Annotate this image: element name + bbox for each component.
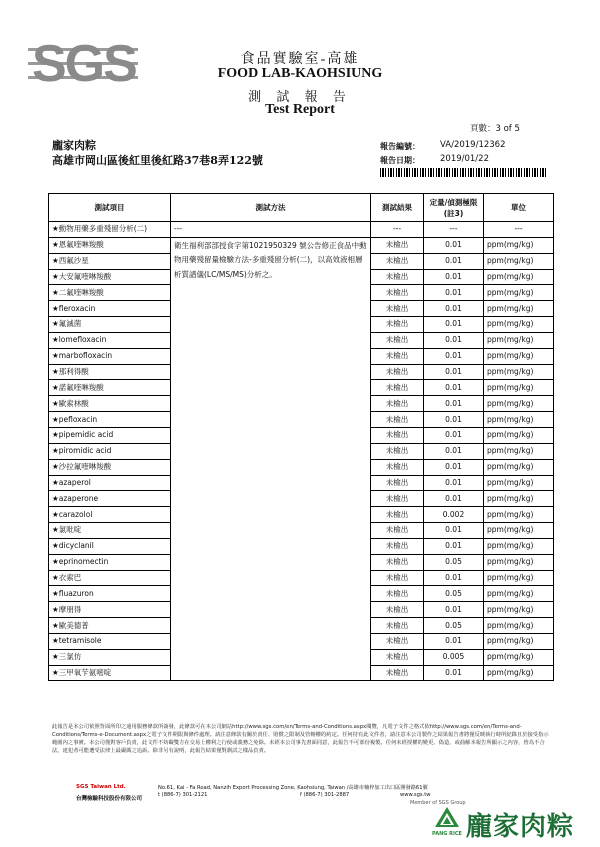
- report-date-label: 報告日期：: [380, 156, 420, 165]
- section-unit: ---: [484, 222, 554, 238]
- loq-cell: 0.05: [424, 618, 484, 634]
- brand-watermark: [432, 806, 592, 840]
- loq-cell: 0.01: [424, 301, 484, 317]
- table-row: [49, 507, 554, 523]
- loq-cell: 0.01: [424, 602, 484, 618]
- loq-cell: 0.01: [424, 633, 484, 649]
- result-cell: 未檢出: [371, 380, 424, 396]
- result-cell: 未檢出: [371, 491, 424, 507]
- method-cell-empty: [171, 586, 371, 602]
- result-cell: 未檢出: [371, 538, 424, 554]
- method-cell-empty: [171, 475, 371, 491]
- result-cell: 未檢出: [371, 317, 424, 333]
- loq-cell: 0.01: [424, 396, 484, 412]
- method-cell-empty: [171, 427, 371, 443]
- header-loq: 定量/偵測極限(註3): [424, 194, 484, 222]
- result-cell: 未檢出: [371, 269, 424, 285]
- method-cell-empty: [171, 618, 371, 634]
- table-row: [49, 237, 554, 253]
- unit-cell: ppm(mg/kg): [484, 364, 554, 380]
- unit-cell: ppm(mg/kg): [484, 602, 554, 618]
- table-row: [49, 491, 554, 507]
- item-cell: ★pefloxacin: [49, 412, 171, 428]
- method-cell-empty: [171, 633, 371, 649]
- section-row: [49, 222, 554, 238]
- result-cell: 未檢出: [371, 427, 424, 443]
- unit-cell: ppm(mg/kg): [484, 412, 554, 428]
- loq-cell: 0.01: [424, 538, 484, 554]
- item-cell: ★fleroxacin: [49, 301, 171, 317]
- unit-cell: ppm(mg/kg): [484, 475, 554, 491]
- result-cell: 未檢出: [371, 301, 424, 317]
- loq-cell: 0.01: [424, 491, 484, 507]
- result-cell: 未檢出: [371, 633, 424, 649]
- loq-cell: 0.01: [424, 285, 484, 301]
- result-cell: 未檢出: [371, 364, 424, 380]
- lab-title-cn: 食品實驗室-高雄: [240, 52, 360, 67]
- table-row: [49, 633, 554, 649]
- table-row: [49, 301, 554, 317]
- report-number-label: 報告編號：: [380, 142, 420, 151]
- loq-cell: 0.01: [424, 443, 484, 459]
- loq-cell: 0.01: [424, 317, 484, 333]
- loq-cell: 0.005: [424, 649, 484, 665]
- unit-cell: ppm(mg/kg): [484, 396, 554, 412]
- method-cell-empty: [171, 348, 371, 364]
- item-cell: ★carazolol: [49, 507, 171, 523]
- table-row: [49, 317, 554, 333]
- item-cell: ★marbofloxacin: [49, 348, 171, 364]
- unit-cell: ppm(mg/kg): [484, 269, 554, 285]
- unit-cell: ppm(mg/kg): [484, 237, 554, 253]
- result-cell: 未檢出: [371, 649, 424, 665]
- table-row: [49, 554, 554, 570]
- item-cell: ★西氟沙星: [49, 253, 171, 269]
- method-cell-empty: [171, 602, 371, 618]
- barcode: [380, 168, 548, 177]
- unit-cell: ppm(mg/kg): [484, 554, 554, 570]
- item-cell: ★歐美德普: [49, 618, 171, 634]
- method-cell-empty: [171, 459, 371, 475]
- report-date-value: 2019/01/22: [440, 154, 489, 164]
- unit-cell: ppm(mg/kg): [484, 443, 554, 459]
- item-cell: ★azaperol: [49, 475, 171, 491]
- loq-cell: 0.01: [424, 332, 484, 348]
- loq-cell: 0.01: [424, 237, 484, 253]
- loq-cell: 0.01: [424, 475, 484, 491]
- method-cell-empty: [171, 491, 371, 507]
- table-row: [49, 332, 554, 348]
- method-cell-empty: [171, 364, 371, 380]
- item-cell: ★pipemidic acid: [49, 427, 171, 443]
- result-cell: 未檢出: [371, 507, 424, 523]
- unit-cell: ppm(mg/kg): [484, 285, 554, 301]
- loq-cell: 0.01: [424, 253, 484, 269]
- footer-company-cn: 台灣檢驗科技股份有限公司: [76, 796, 143, 802]
- item-cell: ★piromidic acid: [49, 443, 171, 459]
- footer-member: Member of SGS Group: [410, 800, 466, 806]
- header-unit: 單位: [484, 194, 554, 222]
- method-cell-empty: [171, 523, 371, 539]
- unit-cell: ppm(mg/kg): [484, 618, 554, 634]
- lab-title-en: FOOD LAB-KAOHSIUNG: [217, 66, 383, 81]
- disclaimer-text: 此報告是本公司依照背面所印之通用服務條款所簽發，此條款可在本公司網站http://www.sgs.com/en/Terms-and-Conditions.aspx閱覽，凡電子文件之格式依http://www.sgs.com/en/Terms-and-Conditions/Terms-e-Document.aspx之電子文件期限與條件處理。請注意條款有關於責任、賠償之限制及管轄權的約定。任何持有此文件者，請注意本公司製作之結果報告書將僅反映執行時所紀錄且於接受指示範圍內之事實。本公司僅對客戶負責，此文件不妨礙雙方在交易上權利之行使或義務之免除。未經本公司事先書面同意，此報告不可部份複製。任何未經授權的變更、偽造、或曲解本報告所顯示之內容，皆為不合法，違犯者可能遭受法律上最嚴厲之追訴。除非另有說明，此報告結果僅對測試之樣品負責。: [52, 724, 549, 754]
- result-cell: 未檢出: [371, 618, 424, 634]
- item-cell: ★二氟喹啉羧酸: [49, 285, 171, 301]
- header-item: 測試項目: [49, 194, 171, 222]
- method-cell-empty: [171, 443, 371, 459]
- unit-cell: ppm(mg/kg): [484, 348, 554, 364]
- method-cell-empty: [171, 570, 371, 586]
- result-cell: 未檢出: [371, 586, 424, 602]
- loq-cell: 0.01: [424, 459, 484, 475]
- loq-cell: 0.01: [424, 348, 484, 364]
- section-item: ★動物用藥多重殘留分析(二): [49, 222, 171, 238]
- unit-cell: ppm(mg/kg): [484, 507, 554, 523]
- item-cell: ★三甲氧苄氨嘧啶: [49, 665, 171, 681]
- table-row: [49, 348, 554, 364]
- item-cell: ★三氯仿: [49, 649, 171, 665]
- item-cell: ★恩氟喹啉羧酸: [49, 237, 171, 253]
- unit-cell: ppm(mg/kg): [484, 332, 554, 348]
- brand-name: 龐家肉粽: [466, 812, 575, 842]
- brand-sub: PANG RICE: [432, 831, 462, 837]
- method-cell-empty: [171, 649, 371, 665]
- unit-cell: ppm(mg/kg): [484, 649, 554, 665]
- section-result: ---: [371, 222, 424, 238]
- method-cell-empty: [171, 396, 371, 412]
- result-cell: 未檢出: [371, 285, 424, 301]
- result-cell: 未檢出: [371, 348, 424, 364]
- unit-cell: ppm(mg/kg): [484, 633, 554, 649]
- unit-cell: ppm(mg/kg): [484, 380, 554, 396]
- result-cell: 未檢出: [371, 570, 424, 586]
- method-cell-empty: [171, 317, 371, 333]
- report-number-value: VA/2019/12362: [440, 140, 506, 150]
- table-row: [49, 570, 554, 586]
- item-cell: ★大安氟喹啉羧酸: [49, 269, 171, 285]
- table-row: [49, 459, 554, 475]
- loq-cell: 0.05: [424, 554, 484, 570]
- result-cell: 未檢出: [371, 253, 424, 269]
- table-row: [49, 618, 554, 634]
- item-cell: ★沙拉氟喹啉羧酸: [49, 459, 171, 475]
- table-row: [49, 380, 554, 396]
- loq-cell: 0.01: [424, 665, 484, 681]
- unit-cell: ppm(mg/kg): [484, 570, 554, 586]
- method-cell-empty: [171, 412, 371, 428]
- table-header-row: [49, 194, 554, 222]
- item-cell: ★eprinomectin: [49, 554, 171, 570]
- loq-cell: 0.01: [424, 427, 484, 443]
- result-cell: 未檢出: [371, 237, 424, 253]
- page-number: 頁數：3 of 5: [470, 124, 520, 134]
- item-cell: ★那利得酸: [49, 364, 171, 380]
- item-cell: ★tetramisole: [49, 633, 171, 649]
- table-row: [49, 602, 554, 618]
- result-cell: 未檢出: [371, 396, 424, 412]
- table-row: [49, 475, 554, 491]
- header-method: 測試方法: [171, 194, 371, 222]
- footer-fax: f (886-7) 301-2887: [300, 792, 350, 798]
- method-cell-empty: [171, 380, 371, 396]
- item-cell: ★azaperone: [49, 491, 171, 507]
- table-row: [49, 443, 554, 459]
- table-row: [49, 364, 554, 380]
- result-cell: 未檢出: [371, 523, 424, 539]
- table-row: [49, 665, 554, 681]
- item-cell: ★諾氟喹啉羧酸: [49, 380, 171, 396]
- footer-address: No.61, Kai - Fa Road, Nanzih Export Processing Zone, Kaohsiung, Taiwan /高雄市楠梓加工出口區開發路61號: [158, 785, 428, 791]
- loq-cell: 0.01: [424, 412, 484, 428]
- footer-url: www.sgs.tw: [400, 792, 431, 798]
- item-cell: ★fluazuron: [49, 586, 171, 602]
- loq-cell: 0.05: [424, 586, 484, 602]
- table-row: [49, 523, 554, 539]
- result-cell: 未檢出: [371, 412, 424, 428]
- result-cell: 未檢出: [371, 602, 424, 618]
- footer-tel: t (886-7) 301-2121: [158, 792, 208, 798]
- rice-dumpling-icon: [434, 806, 460, 828]
- unit-cell: ppm(mg/kg): [484, 253, 554, 269]
- result-cell: 未檢出: [371, 459, 424, 475]
- item-cell: ★摩朋得: [49, 602, 171, 618]
- section-loq: ---: [424, 222, 484, 238]
- table-row: [49, 412, 554, 428]
- method-cell-empty: [171, 507, 371, 523]
- item-cell: ★歐索林酸: [49, 396, 171, 412]
- report-title-en: Test Report: [265, 102, 335, 117]
- unit-cell: ppm(mg/kg): [484, 317, 554, 333]
- loq-cell: 0.01: [424, 364, 484, 380]
- table-row: [49, 586, 554, 602]
- report-title-cn: 測 試 報 告: [248, 89, 352, 104]
- item-cell: ★lomefloxacin: [49, 332, 171, 348]
- client-address: 高雄市岡山區後紅里後紅路37巷8弄122號: [52, 154, 263, 167]
- footer-sgs-name: SGS Taiwan Ltd.: [76, 784, 126, 790]
- unit-cell: ppm(mg/kg): [484, 459, 554, 475]
- unit-cell: ppm(mg/kg): [484, 665, 554, 681]
- table-row: [49, 649, 554, 665]
- loq-cell: 0.002: [424, 507, 484, 523]
- result-cell: 未檢出: [371, 554, 424, 570]
- unit-cell: ppm(mg/kg): [484, 301, 554, 317]
- unit-cell: ppm(mg/kg): [484, 427, 554, 443]
- result-cell: 未檢出: [371, 332, 424, 348]
- item-cell: ★衣索巴: [49, 570, 171, 586]
- section-method: ---: [171, 222, 371, 238]
- header-result: 測試結果: [371, 194, 424, 222]
- result-cell: 未檢出: [371, 443, 424, 459]
- table-row: [49, 538, 554, 554]
- item-cell: ★dicyclanil: [49, 538, 171, 554]
- table-row: [49, 396, 554, 412]
- method-cell-empty: [171, 332, 371, 348]
- results-table: [48, 193, 554, 681]
- unit-cell: ppm(mg/kg): [484, 586, 554, 602]
- logo-text: SGS: [32, 35, 136, 93]
- loq-cell: 0.01: [424, 269, 484, 285]
- loq-cell: 0.01: [424, 380, 484, 396]
- method-cell-empty: [171, 538, 371, 554]
- result-cell: 未檢出: [371, 475, 424, 491]
- unit-cell: ppm(mg/kg): [484, 523, 554, 539]
- method-cell-empty: [171, 301, 371, 317]
- loq-cell: 0.01: [424, 523, 484, 539]
- method-cell-empty: [171, 665, 371, 681]
- method-cell: 衛生福利部部授食字第1021950329 號公告修正食品中動物用藥殘留量檢驗方法-多重殘留分析(二)，以高效液相層析質譜儀(LC/MS/MS)分析之。: [171, 237, 371, 300]
- loq-cell: 0.01: [424, 570, 484, 586]
- table-row: [49, 427, 554, 443]
- method-cell-empty: [171, 554, 371, 570]
- item-cell: ★氯吡啶: [49, 523, 171, 539]
- unit-cell: ppm(mg/kg): [484, 538, 554, 554]
- client-name: 龐家肉粽: [52, 139, 96, 152]
- item-cell: ★氟滅菌: [49, 317, 171, 333]
- result-cell: 未檢出: [371, 665, 424, 681]
- unit-cell: ppm(mg/kg): [484, 491, 554, 507]
